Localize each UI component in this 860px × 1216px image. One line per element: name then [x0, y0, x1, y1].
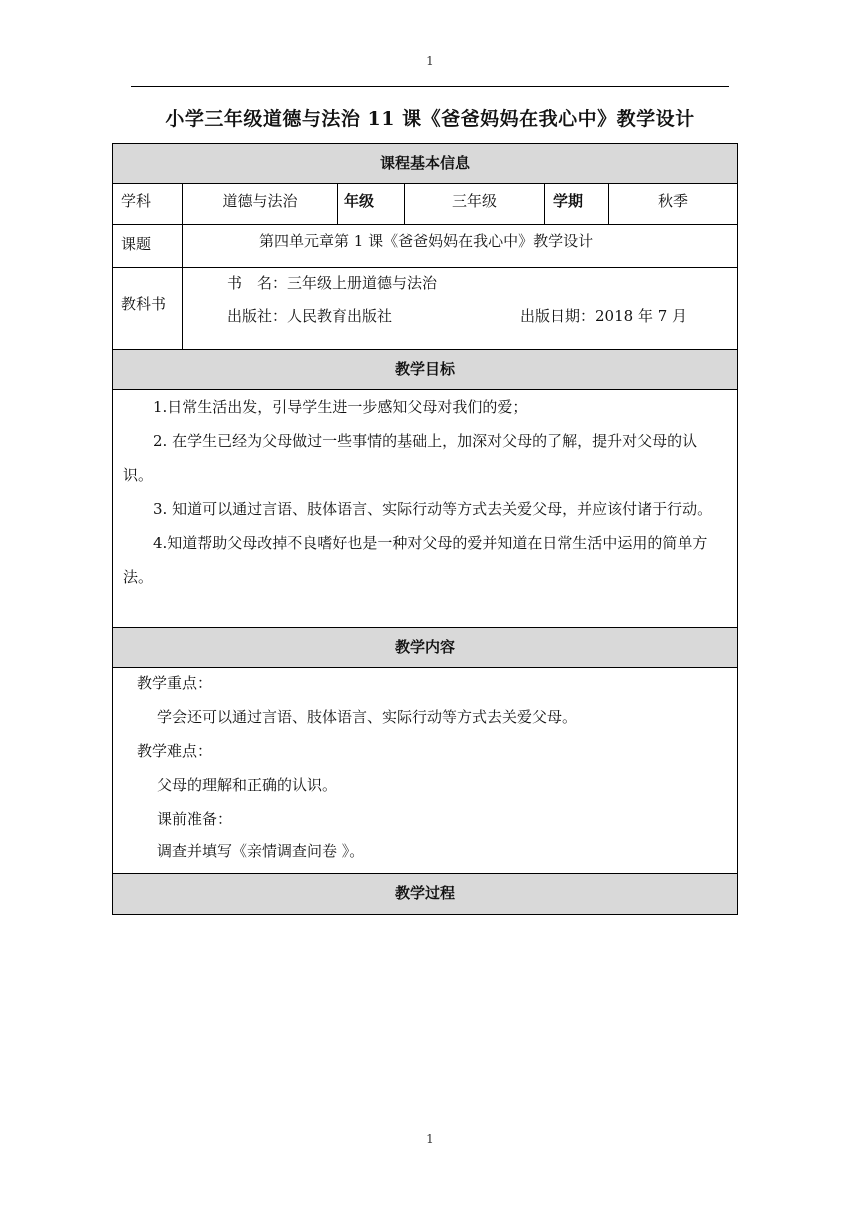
book-name: 书 名：三年级上册道德与法治	[227, 274, 438, 292]
grade-label: 年级	[344, 192, 375, 210]
topic-row	[112, 225, 738, 268]
header-rule	[131, 86, 729, 87]
content-body-row	[112, 668, 738, 874]
subject-value: 道德与法治	[222, 192, 298, 210]
textbook-label-cell	[113, 268, 183, 349]
term-label-cell	[545, 184, 609, 224]
process-header-row	[112, 874, 738, 915]
term-label: 学期	[553, 192, 584, 210]
topic-label: 课题	[121, 235, 152, 253]
grade-value-cell	[405, 184, 545, 224]
objectives-body-row	[112, 390, 738, 628]
content-header-row	[112, 628, 738, 668]
basic-info-header-row	[112, 143, 738, 184]
preparation-label: 课前准备：	[157, 810, 233, 828]
process-heading: 教学过程	[394, 884, 455, 902]
grade-label-cell	[338, 184, 405, 224]
objectives-header-row	[112, 350, 738, 390]
topic-value: 第四单元章第 1 课《爸爸妈妈在我心中》教学设计	[259, 232, 594, 250]
objective-item: 3. 知道可以通过言语、肢体语言、实际行动等方式去关爱父母，并应该付诸于行动。	[153, 500, 713, 518]
difficulty-label: 教学难点：	[137, 742, 213, 760]
basic-info-heading: 课程基本信息	[379, 154, 470, 172]
subject-value-cell	[183, 184, 338, 224]
key-points-text: 学会还可以通过言语、肢体语言、实际行动等方式去关爱父母。	[157, 708, 578, 726]
key-points-label: 教学重点：	[137, 674, 213, 692]
textbook-info-cell	[183, 268, 737, 349]
objectives-heading: 教学目标	[394, 360, 455, 378]
subject-row	[112, 184, 738, 225]
publisher: 出版社：人民教育出版社	[227, 307, 393, 325]
page-number-top: 1	[426, 54, 434, 68]
textbook-row	[112, 268, 738, 350]
objective-item: 4.知道帮助父母改掉不良嗜好也是一种对父母的爱并知道在日常生活中运用的简单方法。	[123, 534, 708, 586]
objective-item: 1.日常生活出发，引导学生进一步感知父母对我们的爱；	[153, 398, 528, 416]
subject-label: 学科	[121, 192, 152, 210]
objective-item: 2. 在学生已经为父母做过一些事情的基础上，加深对父母的了解，提升对父母的认识。	[123, 432, 698, 484]
textbook-label: 教科书	[121, 295, 167, 313]
topic-label-cell	[113, 225, 183, 267]
preparation-text: 调查并填写《亲情调查问卷 》。	[157, 842, 365, 860]
content-heading: 教学内容	[394, 638, 455, 656]
page-number-bottom: 1	[426, 1132, 434, 1146]
grade-value: 三年级	[451, 192, 497, 210]
difficulty-text: 父母的理解和正确的认识。	[157, 776, 338, 794]
topic-value-cell	[183, 225, 737, 267]
term-value-cell	[609, 184, 737, 224]
subject-label-cell	[113, 184, 183, 224]
document-title: 小学三年级道德与法治 11 课《爸爸妈妈在我心中》教学设计	[165, 108, 695, 130]
publish-date: 出版日期：2018 年 7 月	[520, 307, 688, 325]
term-value: 秋季	[657, 192, 688, 210]
